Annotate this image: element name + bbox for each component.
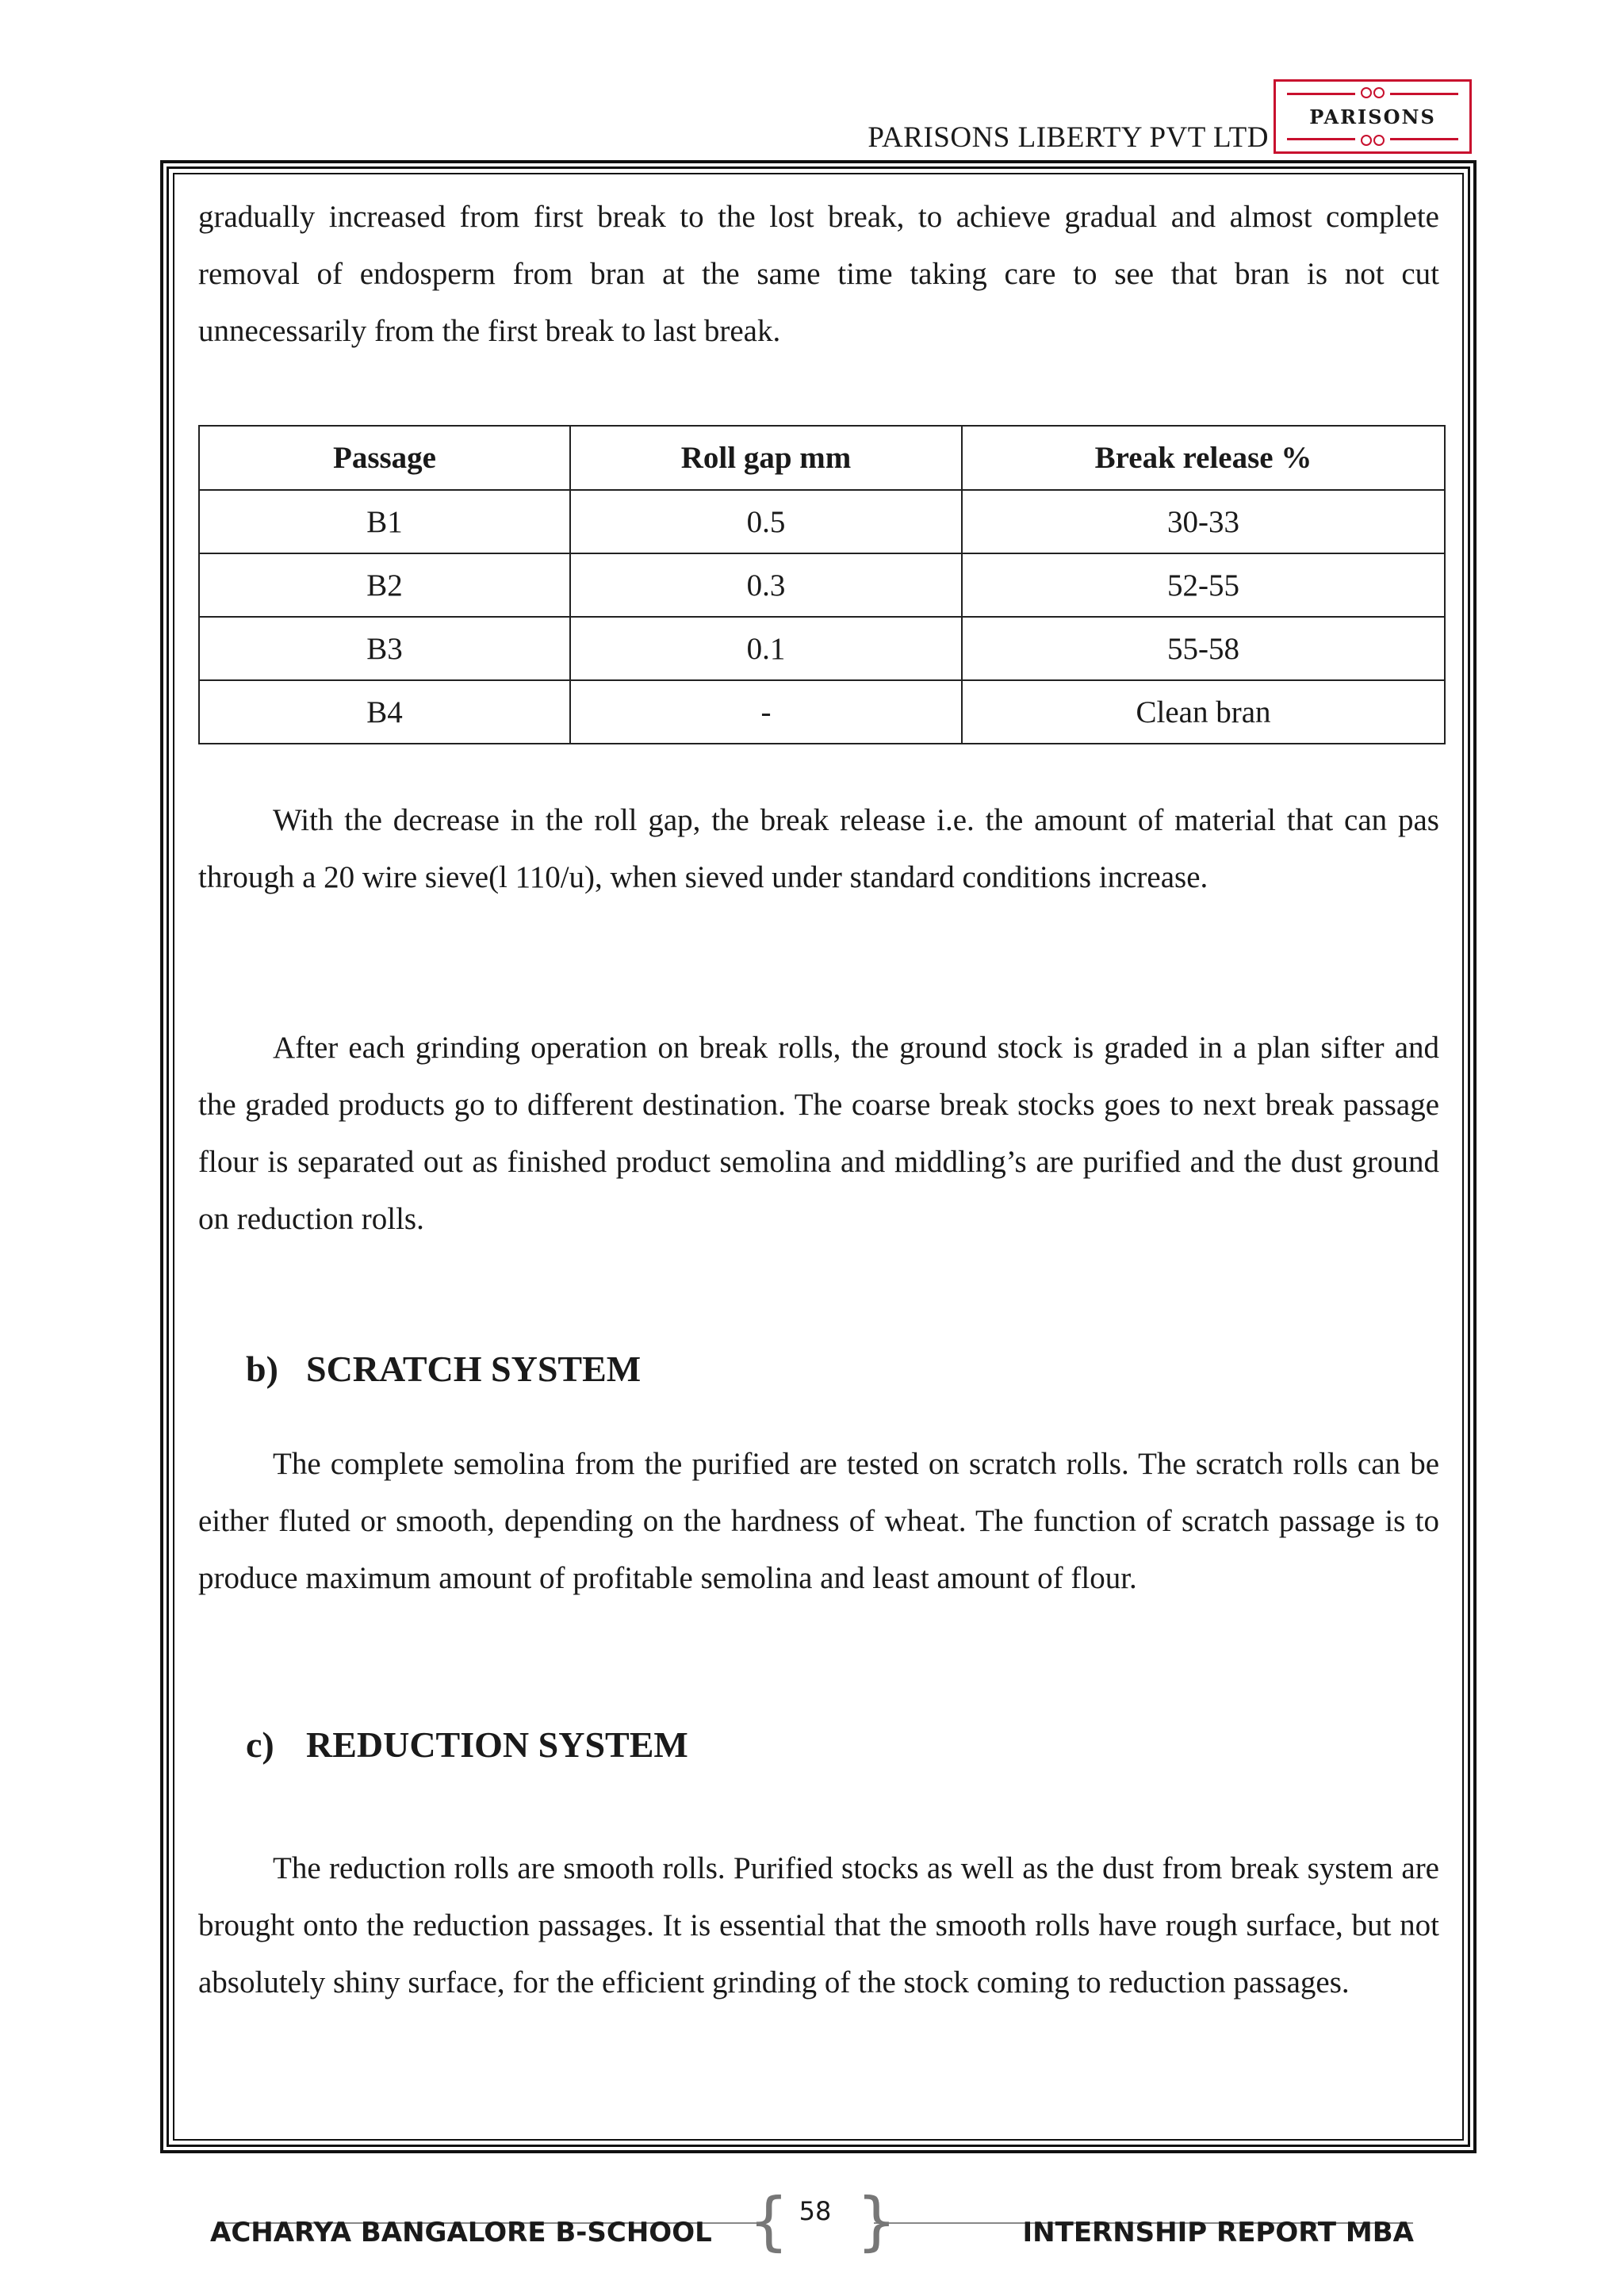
page-number: 58 — [799, 2196, 832, 2226]
right-brace-icon: } — [856, 2184, 897, 2258]
parisons-logo — [1274, 79, 1472, 154]
section-title: SCRATCH SYSTEM — [306, 1349, 642, 1389]
table-cell: 52-55 — [962, 553, 1445, 617]
table-header-cell: Break release % — [962, 426, 1445, 490]
left-brace-icon: { — [749, 2184, 789, 2258]
table-cell: B3 — [199, 617, 570, 680]
logo-text: PARISONS — [1309, 105, 1436, 128]
table-cell: Clean bran — [962, 680, 1445, 744]
table-cell: 30-33 — [962, 490, 1445, 553]
table-row — [199, 490, 1445, 553]
table-cell: B1 — [199, 490, 570, 553]
table-cell: - — [570, 680, 962, 744]
logo-ornament-top-icon — [1355, 88, 1390, 98]
reduction-paragraph: The reduction rolls are smooth rolls. Purified stocks as well as the dust from break system are brought onto the reduction passages. It is essential that the smooth rolls have rough surface, but not absolutely shiny surface, for the efficient grinding of the stock coming to reduction passages. — [198, 1851, 1439, 1999]
intro-paragraph: gradually increased from first break to the lost break, to achieve gradual and almost complete removal of endosperm from bran at the same time taking care to see that bran is not cut unnecessarily from the first break to last break. — [198, 200, 1439, 348]
table-row — [199, 553, 1445, 617]
footer-report-title: INTERNSHIP REPORT MBA — [1022, 2217, 1414, 2248]
roll-gap-table — [198, 425, 1446, 744]
table-row — [199, 680, 1445, 744]
table-header-cell: Passage — [199, 426, 570, 490]
logo-ornament-bottom-icon — [1355, 136, 1390, 145]
logo-border — [1287, 93, 1458, 140]
table-header-row — [199, 426, 1445, 490]
table-cell: B2 — [199, 553, 570, 617]
table-row — [199, 617, 1445, 680]
table-cell: 0.5 — [570, 490, 962, 553]
grinding-paragraph: After each grinding operation on break rolls, the ground stock is graded in a plan sifter and the graded products go to different destination. The coarse break stocks goes to next break passage flour is separated out as finished product semolina and middling’s are purified and the dust ground on reduction rolls. — [198, 1031, 1439, 1236]
table-cell: 55-58 — [962, 617, 1445, 680]
section-letter: b) — [246, 1349, 278, 1389]
company-name: PARISONS LIBERTY PVT LTD — [868, 121, 1269, 154]
footer-school-name: ACHARYA BANGALORE B-SCHOOL — [210, 2217, 712, 2248]
section-title: REDUCTION SYSTEM — [306, 1724, 688, 1765]
scratch-paragraph: The complete semolina from the purified are tested on scratch rolls. The scratch rolls can be either fluted or smooth, depending on the hardness of wheat. The function of scratch passage is to produce maximum amount of profitable semolina and least amount of flour. — [198, 1447, 1439, 1595]
section-letter: c) — [246, 1724, 274, 1765]
table-cell: 0.1 — [570, 617, 962, 680]
table-cell: 0.3 — [570, 553, 962, 617]
table-cell: B4 — [199, 680, 570, 744]
reduction-system-heading — [246, 1724, 688, 1766]
roll-gap-paragraph: With the decrease in the roll gap, the break release i.e. the amount of material that can pas through a 20 wire sieve(l 110/u), when sieved under standard conditions increase. — [198, 803, 1439, 894]
scratch-system-heading — [246, 1348, 641, 1390]
table-header-cell: Roll gap mm — [570, 426, 962, 490]
